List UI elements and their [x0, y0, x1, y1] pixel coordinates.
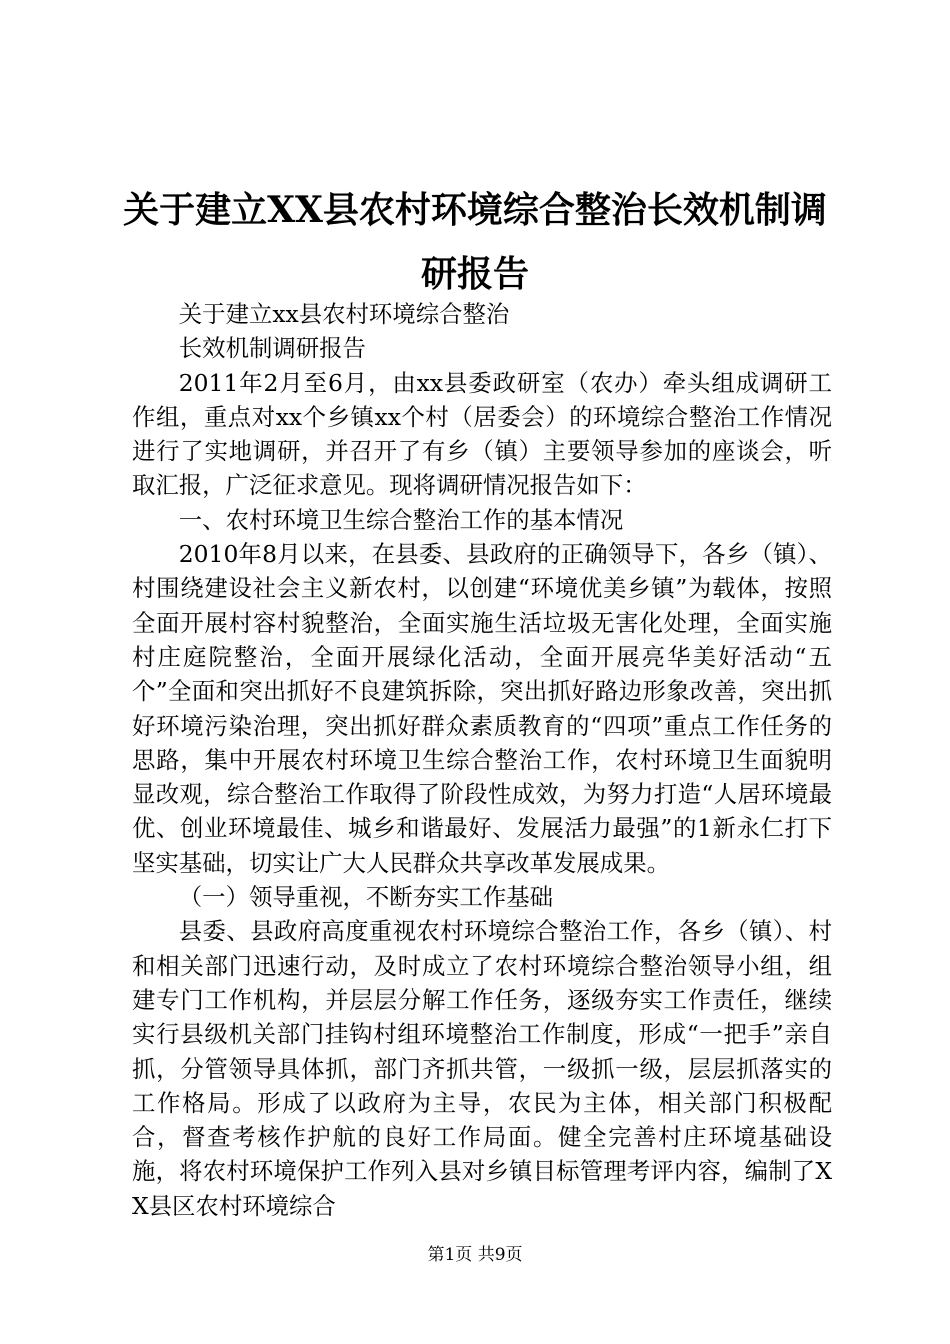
- title-line-2: 研报告: [420, 253, 529, 295]
- document-body: [132, 297, 832, 1223]
- title-line-1: 关于建立XX县农村环境综合整治长效机制调: [123, 189, 827, 231]
- subsection-heading-1: （一）领导重视，不断夯实工作基础: [178, 883, 554, 912]
- body-paragraph-1: 2010年8月以来，在县委、县政府的正确领导下，各乡（镇）、村围绕建设社会主义新农村，以创建“环境优美乡镇”为载体，按照全面开展村容村貌整治，全面实施生活垃圾无害化处理，全面实施村庄庭院整治，全面开展绿化活动，全面开展亮华美好活动“五个”全面和突出抓好不良建筑拆除，突出抓好路边形象改善，突出抓好环境污染治理，突出抓好群众素质教育的“四项”重点工作任务的思路，集中开展农村环境卫生综合整治工作，农村环境卫生面貌明显改观，综合整治工作取得了阶段性成效，为努力打造“人居环境最优、创业环境最佳、城乡和谐最好、发展活力最强”的1新永仁打下坚实基础，切实让广大人民群众共享改革发展成果。: [132, 540, 832, 877]
- intro-paragraph: 2011年2月至6月，由xx县委政研室（农办）牵头组成调研工作组，重点对xx个乡镇xx个村（居委会）的环境综合整治工作情况进行了实地调研，并召开了有乡（镇）主要领导参加的座谈会，听取汇报，广泛征求意见。现将调研情况报告如下：: [132, 368, 832, 500]
- page-number-footer: 第1页 共9页: [427, 1245, 523, 1265]
- subtitle-line-2: 长效机制调研报告: [178, 334, 366, 363]
- subtitle-line-1: 关于建立xx县农村环境综合整治: [178, 300, 510, 328]
- document-title: [120, 178, 830, 306]
- section-heading-1: 一、农村环境卫生综合整治工作的基本情况: [178, 505, 624, 534]
- body-paragraph-2: 县委、县政府高度重视农村环境综合整治工作，各乡（镇）、村和相关部门迅速行动，及时成立了农村环境综合整治领导小组，组建专门工作机构，并层层分解工作任务，逐级夯实工作责任，继续实行县级机关部门挂钩村组环境整治工作制度，形成“一把手”亲自抓，分管领导具体抓，部门齐抓共管，一级抓一级，层层抓落实的工作格局。形成了以政府为主导，农民为主体，相关部门积极配合，督查考核作护航的良好工作局面。健全完善村庄环境基础设施，将农村环境保护工作列入县对乡镇目标管理考评内容，编制了XX县区农村环境综合: [132, 917, 832, 1220]
